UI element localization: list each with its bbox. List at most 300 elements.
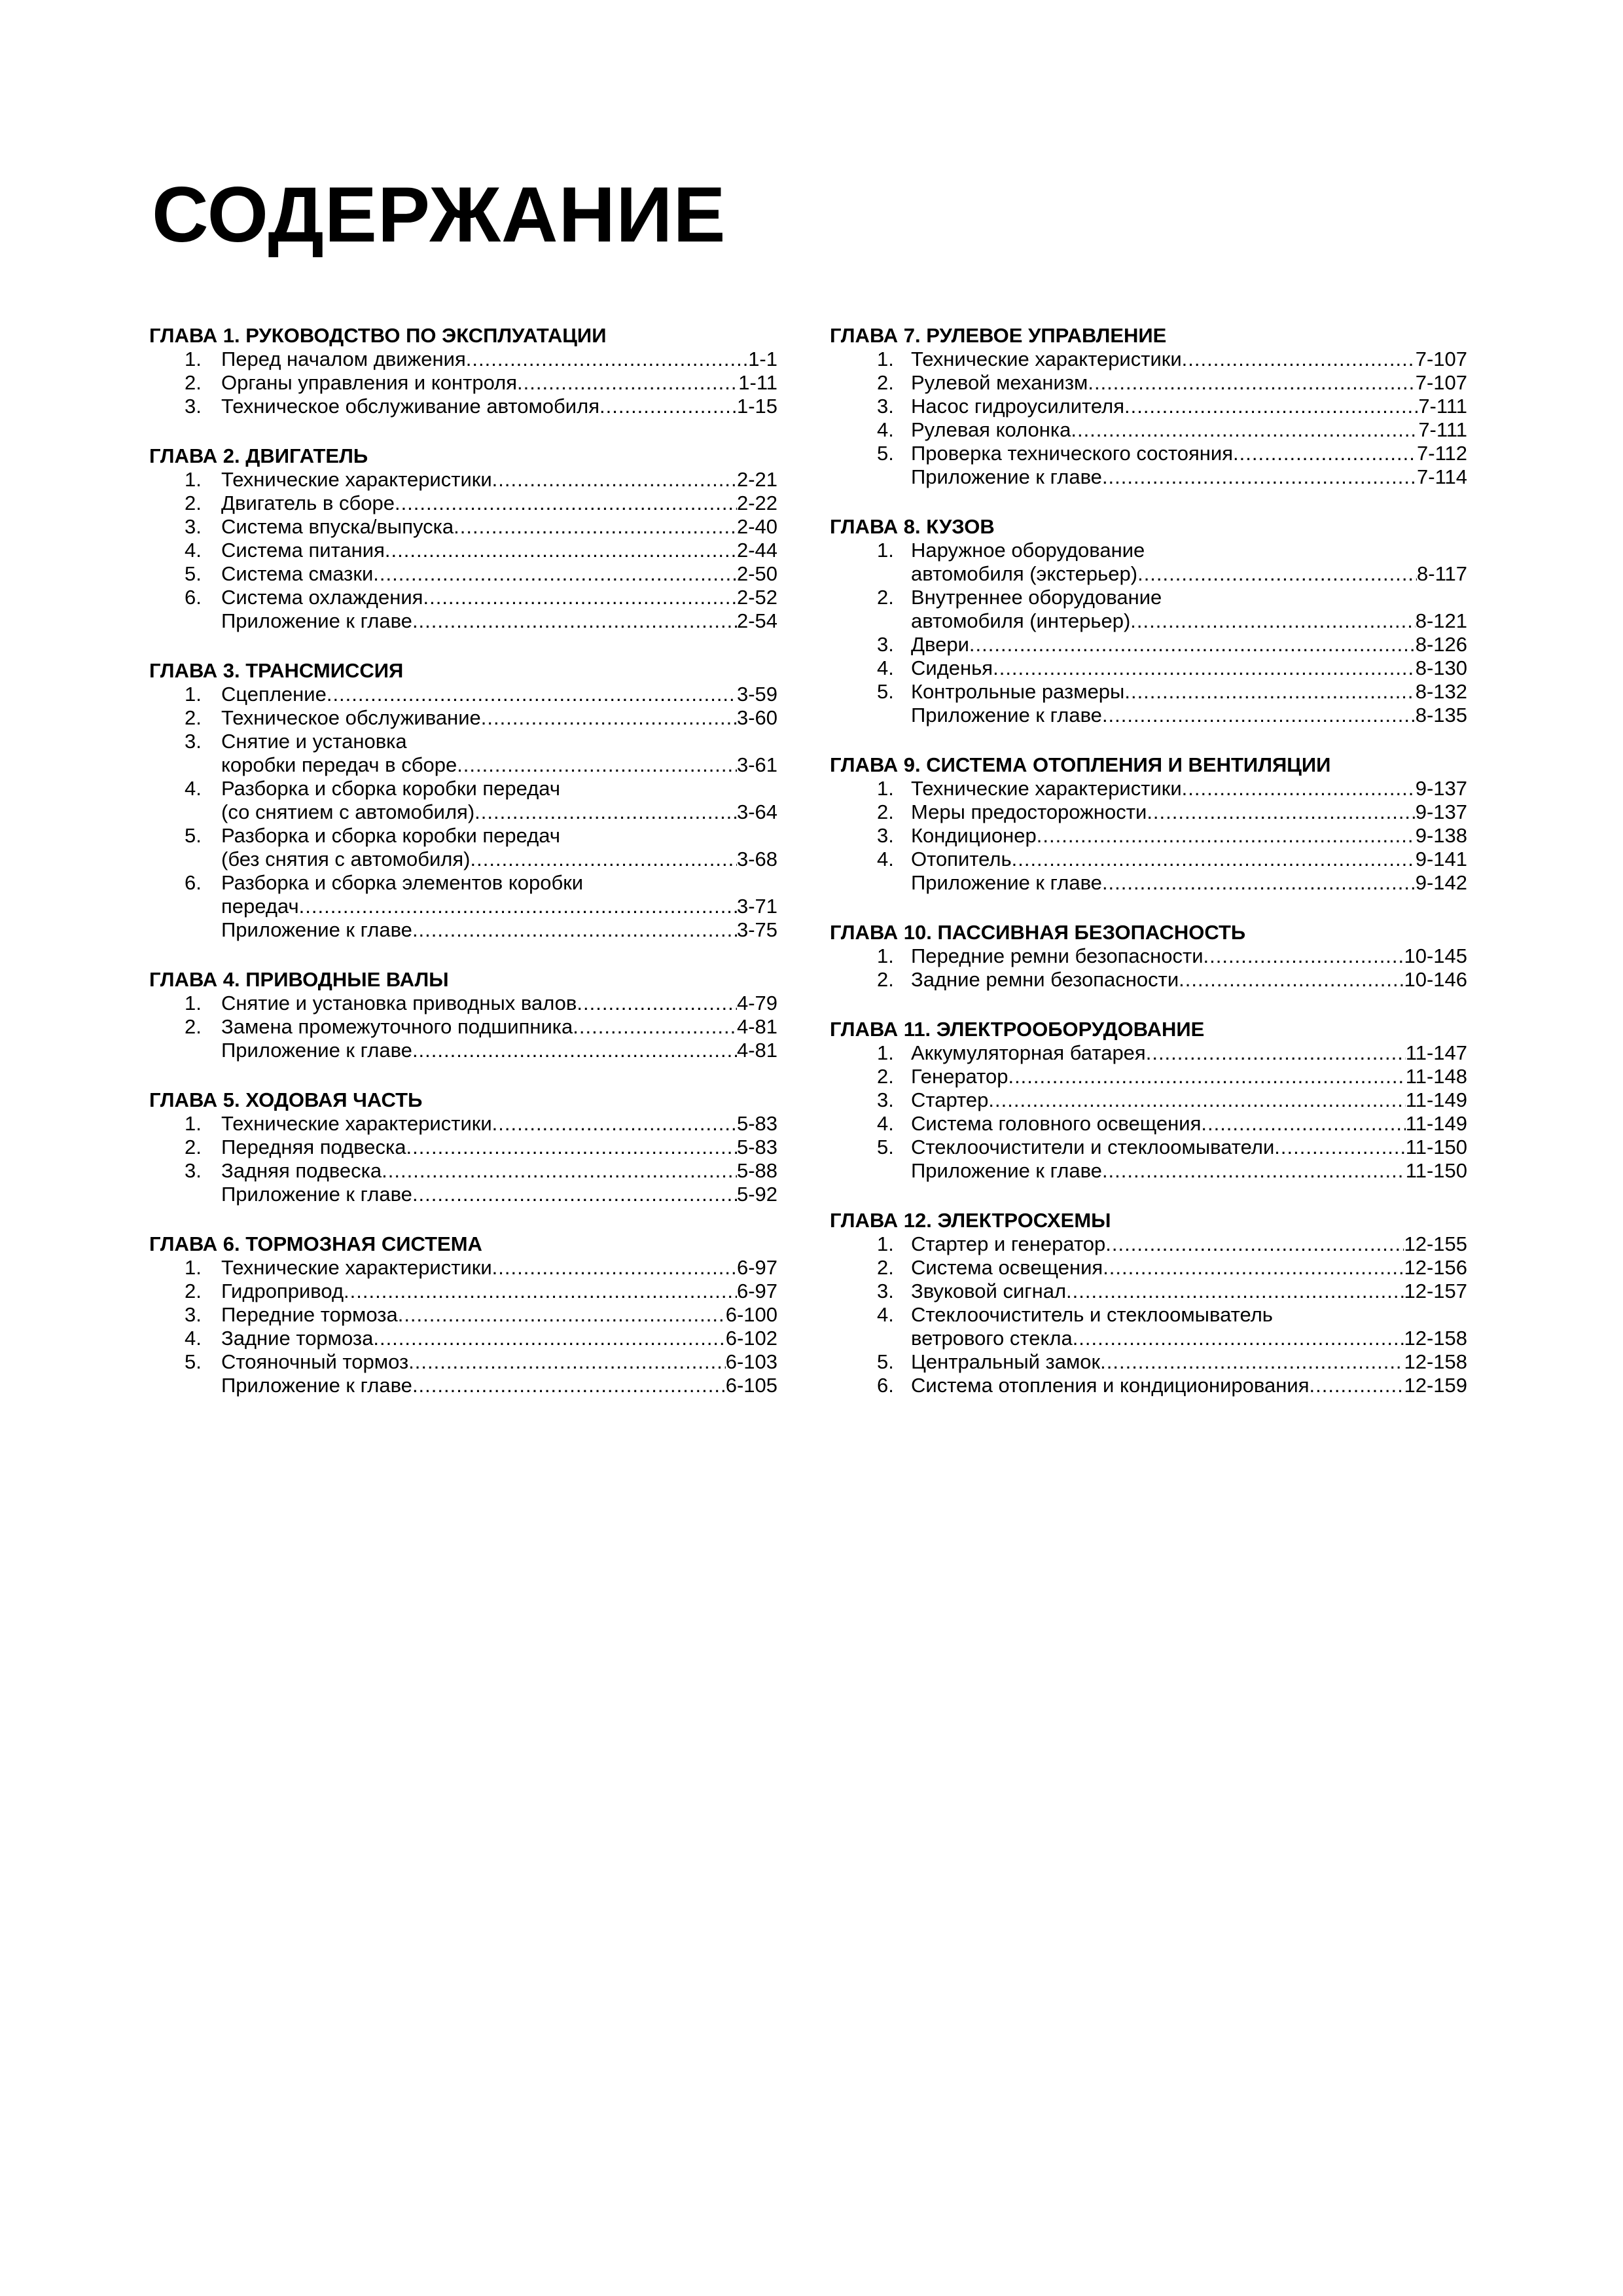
toc-chapter xyxy=(826,1209,1467,1397)
dot-leader xyxy=(492,468,737,492)
toc-entry[interactable] xyxy=(149,992,777,1015)
toc-right-column xyxy=(826,324,1467,1424)
toc-entry-line[interactable] xyxy=(826,1303,1467,1327)
toc-entry[interactable] xyxy=(826,418,1467,442)
entry-number: 5. xyxy=(877,1136,894,1158)
entry-number: 2. xyxy=(877,968,894,991)
entry-number: 4. xyxy=(877,848,894,870)
entry-number: 1. xyxy=(185,348,202,370)
entry-page: 11-147 xyxy=(1405,1041,1467,1064)
toc-entry-line[interactable] xyxy=(149,871,777,895)
dot-leader xyxy=(1124,680,1415,704)
entry-page: 12-156 xyxy=(1404,1256,1467,1279)
entry-label: Задние тормоза xyxy=(221,1327,374,1350)
entry-label: Контрольные размеры xyxy=(911,680,1125,703)
entry-number: 4. xyxy=(185,539,202,562)
toc-chapter xyxy=(826,324,1467,489)
entry-number: 5. xyxy=(185,824,202,847)
entry-number: 5. xyxy=(877,680,894,703)
entry-number: 3. xyxy=(185,515,202,538)
entry-number: 1. xyxy=(185,1256,202,1279)
dot-leader xyxy=(577,992,737,1015)
entry-label: Замена промежуточного подшипника xyxy=(221,1015,573,1038)
entry-page: 2-40 xyxy=(736,515,777,538)
toc-entry[interactable] xyxy=(826,824,1467,848)
entry-page: 9-142 xyxy=(1415,871,1467,894)
toc-chapter xyxy=(149,324,777,418)
toc-chapter xyxy=(149,444,777,633)
toc-entry[interactable] xyxy=(826,442,1467,465)
toc-entry[interactable] xyxy=(826,1232,1467,1256)
entry-number: 6. xyxy=(185,586,202,609)
toc-entry[interactable] xyxy=(826,1136,1467,1159)
toc-entry-line[interactable] xyxy=(149,777,777,800)
entry-page: 2-22 xyxy=(736,492,777,514)
dot-leader xyxy=(395,492,737,515)
entry-number: 5. xyxy=(185,562,202,585)
dot-leader xyxy=(969,633,1416,656)
entry-number: 1. xyxy=(185,683,202,706)
dot-leader xyxy=(412,609,737,633)
entry-label: Кондиционер xyxy=(911,824,1037,847)
toc-entry[interactable] xyxy=(826,633,1467,656)
toc-entry[interactable] xyxy=(826,1112,1467,1136)
toc-entry[interactable] xyxy=(149,515,777,539)
entry-page: 2-52 xyxy=(736,586,777,609)
entry-page: 2-21 xyxy=(736,468,777,491)
toc-chapter xyxy=(149,1088,777,1206)
dot-leader xyxy=(1105,1232,1404,1256)
toc-entry[interactable] xyxy=(149,1256,777,1280)
toc-entry[interactable] xyxy=(826,562,1467,586)
toc-entry[interactable] xyxy=(826,1088,1467,1112)
entry-label: Насос гидроусилителя xyxy=(911,395,1124,418)
entry-page: 5-92 xyxy=(736,1183,777,1206)
toc-entry[interactable] xyxy=(149,753,777,777)
dot-leader xyxy=(1309,1374,1404,1397)
dot-leader xyxy=(1102,1159,1406,1183)
dot-leader xyxy=(573,1015,737,1039)
entry-label: Рулевая колонка xyxy=(911,418,1071,441)
entry-label: Разборка и сборка коробки передач xyxy=(221,824,561,847)
dot-leader xyxy=(408,1350,726,1374)
toc-entry[interactable] xyxy=(149,1303,777,1327)
dot-leader xyxy=(474,800,737,824)
entry-page: 4-81 xyxy=(736,1015,777,1038)
page-title: СОДЕРЖАНИЕ xyxy=(152,171,726,259)
entry-number: 5. xyxy=(185,1350,202,1373)
toc-chapter xyxy=(149,659,777,942)
toc-entry[interactable] xyxy=(149,918,777,942)
entry-page: 3-71 xyxy=(736,895,777,918)
entry-page: 7-114 xyxy=(1417,465,1467,488)
toc-entry[interactable] xyxy=(826,1041,1467,1065)
entry-number: 3. xyxy=(185,1303,202,1326)
entry-label: Снятие и установка приводных валов xyxy=(221,992,577,1014)
toc-entry[interactable] xyxy=(826,944,1467,968)
entry-label: Система впуска/выпуска xyxy=(221,515,454,538)
entry-page: 11-148 xyxy=(1405,1065,1467,1088)
dot-leader xyxy=(412,1374,726,1397)
toc-entry[interactable] xyxy=(149,371,777,395)
entry-page: 5-88 xyxy=(736,1159,777,1182)
entry-label: Передняя подвеска xyxy=(221,1136,406,1158)
entry-label: передач xyxy=(221,895,299,918)
entry-label: Разборка и сборка коробки передач xyxy=(221,777,561,800)
toc-entry[interactable] xyxy=(149,1374,777,1397)
entry-label: Стеклоочистители и стеклоомыватели xyxy=(911,1136,1275,1158)
entry-page: 3-60 xyxy=(736,706,777,729)
toc-entry[interactable] xyxy=(149,348,777,371)
dot-leader xyxy=(412,918,737,942)
entry-label: Приложение к главе xyxy=(221,1374,412,1397)
entry-label: Приложение к главе xyxy=(221,1183,412,1206)
toc-entry[interactable] xyxy=(826,348,1467,371)
dot-leader xyxy=(1012,848,1416,871)
entry-label: Приложение к главе xyxy=(911,871,1102,894)
toc-entry[interactable] xyxy=(826,1256,1467,1280)
entry-number: 6. xyxy=(185,871,202,894)
toc-chapter xyxy=(826,1018,1467,1183)
dot-leader xyxy=(373,562,737,586)
dot-leader xyxy=(1124,395,1418,418)
entry-number: 4. xyxy=(877,418,894,441)
entry-label: Органы управления и контроля xyxy=(221,371,517,394)
entry-label: Перед началом движения xyxy=(221,348,466,370)
entry-number: 5. xyxy=(877,1350,894,1373)
entry-page: 12-157 xyxy=(1404,1280,1467,1302)
entry-label: Гидропривод xyxy=(221,1280,344,1302)
entry-page: 8-126 xyxy=(1415,633,1467,656)
toc-entry[interactable] xyxy=(826,848,1467,871)
toc-entry[interactable] xyxy=(826,1280,1467,1303)
entry-page: 3-59 xyxy=(736,683,777,706)
entry-number: 2. xyxy=(185,492,202,514)
entry-number: 5. xyxy=(877,442,894,465)
dot-leader xyxy=(382,1159,737,1183)
entry-label: Стеклоочиститель и стеклоомыватель xyxy=(911,1303,1273,1326)
dot-leader xyxy=(1201,1112,1405,1136)
entry-page: 5-83 xyxy=(736,1112,777,1135)
dot-leader xyxy=(1233,442,1417,465)
dot-leader xyxy=(1204,944,1404,968)
chapter-heading[interactable]: ГЛАВА 2. ДВИГАТЕЛЬ xyxy=(149,444,368,467)
entry-label: Разборка и сборка элементов коробки xyxy=(221,871,584,894)
entry-label: Задняя подвеска xyxy=(221,1159,382,1182)
dot-leader xyxy=(993,656,1416,680)
dot-leader xyxy=(517,371,738,395)
entry-number: 3. xyxy=(877,633,894,656)
entry-page: 2-54 xyxy=(736,609,777,632)
entry-label: Приложение к главе xyxy=(221,1039,412,1062)
dot-leader xyxy=(599,395,737,418)
dot-leader xyxy=(1179,968,1404,992)
entry-number: 1. xyxy=(877,539,894,562)
dot-leader xyxy=(1088,371,1415,395)
toc-entry[interactable] xyxy=(826,1374,1467,1397)
toc-entry[interactable] xyxy=(149,1159,777,1183)
entry-page: 9-137 xyxy=(1415,800,1467,823)
entry-label: Двигатель в сборе xyxy=(221,492,395,514)
entry-label: Сцепление xyxy=(221,683,327,706)
entry-number: 1. xyxy=(185,468,202,491)
toc-entry[interactable] xyxy=(149,1039,777,1062)
entry-label: (со снятием с автомобиля) xyxy=(221,800,475,823)
entry-label: Стартер xyxy=(911,1088,989,1111)
toc-entry[interactable] xyxy=(149,706,777,730)
entry-page: 2-44 xyxy=(736,539,777,562)
entry-page: 12-159 xyxy=(1404,1374,1467,1397)
entry-number: 4. xyxy=(185,777,202,800)
toc-entry[interactable] xyxy=(149,1280,777,1303)
toc-entry[interactable] xyxy=(149,683,777,706)
entry-page: 10-145 xyxy=(1404,944,1467,967)
toc-entry[interactable] xyxy=(149,1350,777,1374)
entry-label: Сиденья xyxy=(911,656,993,679)
dot-leader xyxy=(988,1088,1405,1112)
entry-number: 2. xyxy=(185,706,202,729)
entry-number: 3. xyxy=(877,1280,894,1302)
entry-number: 4. xyxy=(877,1112,894,1135)
toc-entry-line[interactable] xyxy=(826,586,1467,609)
entry-page: 12-158 xyxy=(1404,1327,1467,1350)
entry-page: 7-111 xyxy=(1418,395,1467,418)
toc-entry[interactable] xyxy=(826,656,1467,680)
entry-number: 3. xyxy=(877,395,894,418)
entry-page: 6-100 xyxy=(725,1303,777,1326)
entry-label: Двери xyxy=(911,633,969,656)
entry-page: 8-117 xyxy=(1417,562,1467,585)
entry-label: Система смазки xyxy=(221,562,374,585)
entry-label: Система освещения xyxy=(911,1256,1103,1279)
dot-leader xyxy=(1274,1136,1405,1159)
entry-label: Приложение к главе xyxy=(911,1159,1102,1182)
entry-number: 2. xyxy=(185,1136,202,1158)
entry-page: 8-132 xyxy=(1415,680,1467,703)
entry-page: 11-149 xyxy=(1405,1112,1467,1135)
entry-label: Приложение к главе xyxy=(221,609,412,632)
dot-leader xyxy=(492,1112,737,1136)
dot-leader xyxy=(1182,777,1416,800)
entry-number: 1. xyxy=(185,1112,202,1135)
entry-page: 6-97 xyxy=(736,1280,777,1302)
entry-number: 2. xyxy=(877,371,894,394)
dot-leader xyxy=(1137,562,1417,586)
toc-entry[interactable] xyxy=(826,371,1467,395)
entry-label: Снятие и установка xyxy=(221,730,407,753)
entry-label: Меры предосторожности xyxy=(911,800,1147,823)
entry-page: 4-79 xyxy=(736,992,777,1014)
entry-page: 9-138 xyxy=(1415,824,1467,847)
entry-page: 11-149 xyxy=(1405,1088,1467,1111)
entry-label: Стояночный тормоз xyxy=(221,1350,409,1373)
entry-page: 1-15 xyxy=(736,395,777,418)
entry-number: 6. xyxy=(877,1374,894,1397)
entry-number: 3. xyxy=(185,1159,202,1182)
entry-label: Технические характеристики xyxy=(221,1112,492,1135)
entry-number: 2. xyxy=(877,800,894,823)
dot-leader xyxy=(423,586,736,609)
toc-entry[interactable] xyxy=(149,1183,777,1206)
entry-label: Приложение к главе xyxy=(911,704,1102,726)
entry-label: Наружное оборудование xyxy=(911,539,1145,562)
entry-label: Техническое обслуживание xyxy=(221,706,481,729)
toc-entry[interactable] xyxy=(826,704,1467,727)
entry-number: 1. xyxy=(877,1232,894,1255)
dot-leader xyxy=(344,1280,737,1303)
toc-entry[interactable] xyxy=(826,465,1467,489)
toc-entry[interactable] xyxy=(149,1327,777,1350)
entry-page: 11-150 xyxy=(1405,1136,1467,1158)
toc-entry[interactable] xyxy=(149,539,777,562)
chapter-heading[interactable]: ГЛАВА 3. ТРАНСМИССИЯ xyxy=(149,659,404,682)
entry-number: 3. xyxy=(185,395,202,418)
entry-page: 7-112 xyxy=(1417,442,1467,465)
dot-leader xyxy=(373,1327,725,1350)
entry-label: Центральный замок xyxy=(911,1350,1101,1373)
entry-label: Проверка технического состояния xyxy=(911,442,1234,465)
dot-leader xyxy=(471,848,737,871)
toc-entry[interactable] xyxy=(826,968,1467,992)
chapter-heading[interactable]: ГЛАВА 7. РУЛЕВОЕ УПРАВЛЕНИЕ xyxy=(830,324,1167,347)
toc-entry[interactable] xyxy=(826,395,1467,418)
toc-entry[interactable] xyxy=(149,895,777,918)
entry-label: коробки передач в сборе xyxy=(221,753,457,776)
entry-number: 2. xyxy=(877,1256,894,1279)
dot-leader xyxy=(1102,465,1417,489)
entry-page: 6-105 xyxy=(725,1374,777,1397)
entry-page: 9-137 xyxy=(1415,777,1467,800)
toc-chapter xyxy=(826,515,1467,727)
entry-page: 3-75 xyxy=(736,918,777,941)
entry-label: Аккумуляторная батарея xyxy=(911,1041,1146,1064)
entry-number: 1. xyxy=(877,777,894,800)
dot-leader xyxy=(1073,1327,1404,1350)
entry-label: Передние ремни безопасности xyxy=(911,944,1204,967)
entry-label: Стартер и генератор xyxy=(911,1232,1106,1255)
toc-entry[interactable] xyxy=(826,871,1467,895)
dot-leader xyxy=(1103,1256,1404,1280)
entry-number: 2. xyxy=(185,1280,202,1302)
entry-number: 4. xyxy=(877,1303,894,1326)
toc-entry[interactable] xyxy=(826,800,1467,824)
entry-page: 5-83 xyxy=(736,1136,777,1158)
chapter-heading[interactable]: ГЛАВА 4. ПРИВОДНЫЕ ВАЛЫ xyxy=(149,968,449,991)
entry-label: Внутреннее оборудование xyxy=(911,586,1162,609)
toc-entry[interactable] xyxy=(826,1327,1467,1350)
entry-label: Задние ремни безопасности xyxy=(911,968,1179,991)
toc-entry[interactable] xyxy=(149,586,777,609)
entry-number: 2. xyxy=(185,1015,202,1038)
toc-entry[interactable] xyxy=(826,777,1467,800)
chapter-heading[interactable]: ГЛАВА 12. ЭЛЕКТРОСХЕМЫ xyxy=(830,1209,1111,1232)
dot-leader xyxy=(1071,418,1418,442)
dot-leader xyxy=(1100,1350,1404,1374)
toc-entry[interactable] xyxy=(149,609,777,633)
entry-number: 2. xyxy=(185,371,202,394)
toc-entry[interactable] xyxy=(149,562,777,586)
toc-entry[interactable] xyxy=(149,468,777,492)
entry-number: 3. xyxy=(185,730,202,753)
toc-entry[interactable] xyxy=(149,1015,777,1039)
entry-number: 3. xyxy=(877,1088,894,1111)
toc-entry-line[interactable] xyxy=(826,539,1467,562)
entry-page: 2-50 xyxy=(736,562,777,585)
dot-leader xyxy=(1008,1065,1405,1088)
entry-page: 7-107 xyxy=(1415,371,1467,394)
entry-number: 4. xyxy=(877,656,894,679)
entry-page: 8-121 xyxy=(1415,609,1467,632)
toc-entry[interactable] xyxy=(826,680,1467,704)
entry-label: (без снятия с автомобиля) xyxy=(221,848,471,870)
entry-page: 1-1 xyxy=(748,348,777,370)
entry-number: 1. xyxy=(877,348,894,370)
toc-entry[interactable] xyxy=(149,848,777,871)
entry-label: автомобиля (интерьер) xyxy=(911,609,1131,632)
dot-leader xyxy=(412,1183,737,1206)
chapter-heading[interactable]: ГЛАВА 1. РУКОВОДСТВО ПО ЭКСПЛУАТАЦИИ xyxy=(149,324,607,347)
dot-leader xyxy=(1102,871,1416,895)
toc-entry[interactable] xyxy=(826,1350,1467,1374)
dot-leader xyxy=(1182,348,1416,371)
entry-number: 1. xyxy=(185,992,202,1014)
entry-label: Приложение к главе xyxy=(911,465,1102,488)
dot-leader xyxy=(398,1303,726,1327)
toc-chapter xyxy=(826,753,1467,895)
toc-entry[interactable] xyxy=(149,1136,777,1159)
toc-entry-line[interactable] xyxy=(149,824,777,848)
toc-entry[interactable] xyxy=(149,1112,777,1136)
entry-page: 3-61 xyxy=(736,753,777,776)
entry-label: Технические характеристики xyxy=(911,777,1182,800)
entry-page: 3-68 xyxy=(736,848,777,870)
toc-entry[interactable] xyxy=(826,1065,1467,1088)
entry-number: 4. xyxy=(185,1327,202,1350)
entry-label: Система отопления и кондиционирования xyxy=(911,1374,1310,1397)
chapter-heading[interactable]: ГЛАВА 8. КУЗОВ xyxy=(830,515,995,538)
toc-entry[interactable] xyxy=(149,800,777,824)
toc-entry[interactable] xyxy=(826,1159,1467,1183)
toc-entry[interactable] xyxy=(826,609,1467,633)
chapter-heading[interactable]: ГЛАВА 9. СИСТЕМА ОТОПЛЕНИЯ И ВЕНТИЛЯЦИИ xyxy=(830,753,1331,776)
entry-label: Система питания xyxy=(221,539,385,562)
dot-leader xyxy=(1147,800,1415,824)
toc-entry-line[interactable] xyxy=(149,730,777,753)
dot-leader xyxy=(481,706,737,730)
entry-page: 10-146 xyxy=(1404,968,1467,991)
toc-chapter xyxy=(149,1232,777,1397)
entry-number: 3. xyxy=(877,824,894,847)
entry-page: 4-81 xyxy=(736,1039,777,1062)
entry-page: 6-97 xyxy=(736,1256,777,1279)
toc-entry[interactable] xyxy=(149,492,777,515)
chapter-heading[interactable]: ГЛАВА 5. ХОДОВАЯ ЧАСТЬ xyxy=(149,1088,423,1111)
dot-leader xyxy=(1066,1280,1404,1303)
dot-leader xyxy=(492,1256,737,1280)
toc-chapter xyxy=(826,921,1467,992)
entry-page: 3-64 xyxy=(736,800,777,823)
entry-number: 2. xyxy=(877,1065,894,1088)
chapter-heading[interactable]: ГЛАВА 10. ПАССИВНАЯ БЕЗОПАСНОСТЬ xyxy=(830,921,1246,944)
entry-page: 11-150 xyxy=(1405,1159,1467,1182)
entry-page: 9-141 xyxy=(1415,848,1467,870)
chapter-heading[interactable]: ГЛАВА 11. ЭЛЕКТРООБОРУДОВАНИЕ xyxy=(830,1018,1205,1041)
toc-entry[interactable] xyxy=(149,395,777,418)
chapter-heading[interactable]: ГЛАВА 6. ТОРМОЗНАЯ СИСТЕМА xyxy=(149,1232,482,1255)
entry-label: Передние тормоза xyxy=(221,1303,398,1326)
dot-leader xyxy=(1102,704,1416,727)
entry-label: Система головного освещения xyxy=(911,1112,1202,1135)
